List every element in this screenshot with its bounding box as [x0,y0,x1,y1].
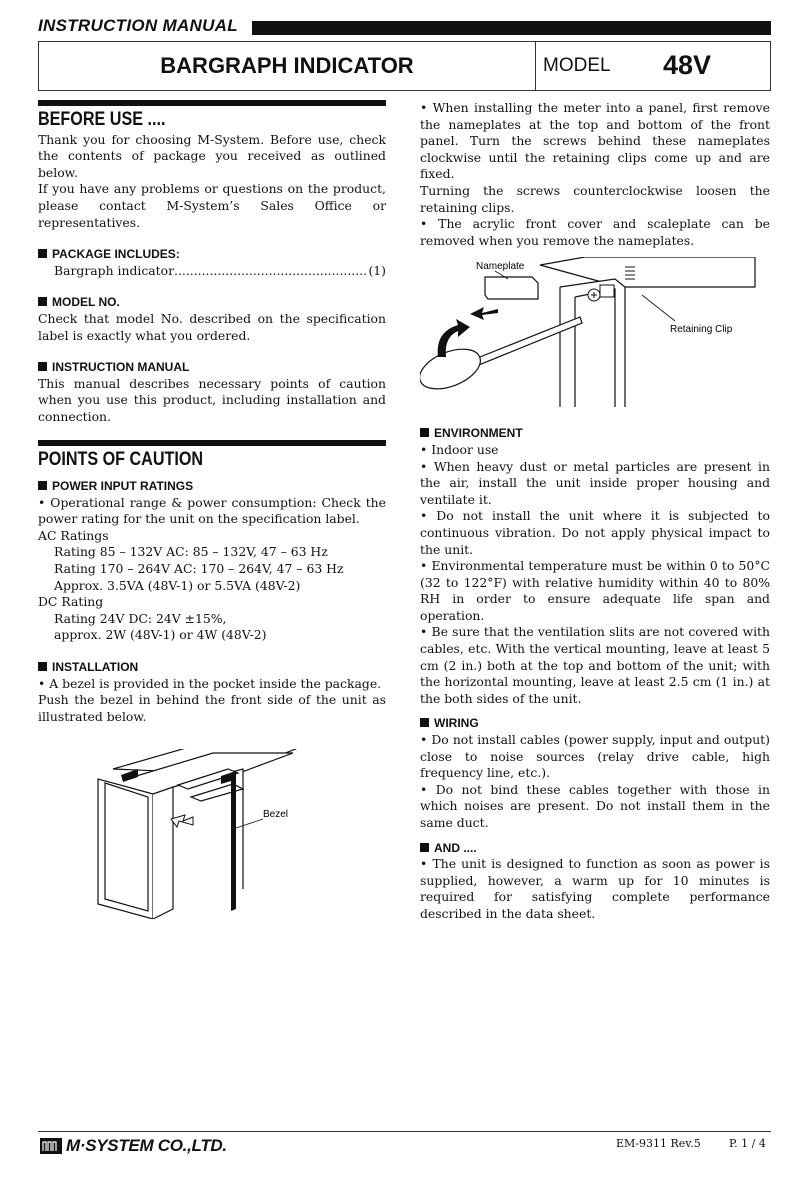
product-title: BARGRAPH INDICATOR [39,42,536,90]
package-heading: PACKAGE INCLUDES: [38,246,386,263]
ac-rating-1: Rating 85 – 132V AC: 85 – 132V, 47 – 63 Hz [54,544,328,560]
section-rule [38,440,386,446]
env-text-2: • When heavy dust or metal particles are present in the air, install the unit inside proper housing and ventilate it. [420,458,770,507]
right-column [420,100,770,923]
wiring-heading: WIRING [420,715,770,732]
installation-heading: INSTALLATION [38,659,386,676]
package-item: Bargraph indicator [54,262,175,278]
bezel-label: Bezel [263,809,289,821]
env-text-3: • Do not install the unit where it is subjected to continuous vibration. Do not apply physical impact to the unit. [420,508,770,557]
caution-title: POINTS OF CAUTION [38,448,204,470]
panel-text-1: • When installing the meter into a panel, first remove the nameplates at the top and bottom of the front panel. Turn the screws behind these nameplates clockwise until the retaining clips come up and are fixed. [420,100,770,182]
m-system-logo-icon [40,1138,62,1154]
retaining-clip-label: Retaining Clip [670,324,733,336]
square-bullet-icon [420,428,429,437]
panel-text-3: • The acrylic front cover and scaleplate can be removed when you remove the nameplates. [420,216,770,248]
power-heading: POWER INPUT RATINGS [38,478,386,495]
env-text-4: • Environmental temperature must be within 0 to 50°C (32 to 122°F) with relative humidity within 40 to 80% RH in order to ensure adequate life span and operation. [420,558,770,623]
square-bullet-icon [38,662,47,671]
environment-heading: ENVIRONMENT [420,425,770,442]
installation-text-2: Push the bezel in behind the front side of the unit as illustrated below. [38,692,386,724]
package-qty: (1) [368,262,386,278]
header-bar [252,21,771,35]
square-bullet-icon [420,718,429,727]
package-item-line [38,263,386,280]
footer-rule [38,1131,771,1132]
square-bullet-icon [38,362,47,371]
square-bullet-icon [38,249,47,258]
company-logo [40,1136,227,1156]
model-value: 48V [663,50,712,80]
power-intro: • Operational range & power consumption: Check the power rating for the unit on the specification label. [38,494,386,527]
and-heading: AND .... [420,840,770,857]
installation-text-1: • A bezel is provided in the pocket inside the package. [38,675,382,691]
env-text-1: • Indoor use [420,441,499,457]
dc-rating-1: Rating 24V DC: 24V ±15%, [54,610,227,626]
panel-text-2: Turning the screws counterclockwise loosen the retaining clips. [420,182,770,215]
logo-text: M·SYSTEM CO.,LTD. [66,1136,227,1155]
before-use-intro: Thank you for choosing M-System. Before use, check the contents of package you received as outlined below. [38,131,386,180]
instruction-manual-heading: INSTRUCTION MANUAL [38,359,386,376]
model-label: MODEL [543,55,611,76]
ac-rating-2: Rating 170 – 264V AC: 170 – 264V, 47 – 63 Hz [54,561,344,577]
instruction-manual-text: This manual describes necessary points of caution when you use this product, including installation and connection. [38,375,386,424]
bezel-illustration [93,749,393,919]
square-bullet-icon [38,481,47,490]
env-text-5: • Be sure that the ventilation slits are not covered with cables, etc. With the vertical mounting, leave at least 5 cm (2 in.) both at the top and bottom of the unit; with the horizontal mounting, leave at least 2.5 cm (1 in.) at the both sides of the unit. [420,624,770,706]
ac-rating-3: Approx. 3.5VA (48V-1) or 5.5VA (48V-2) [54,577,301,593]
and-text-1: • The unit is designed to function as soon as power is supplied, however, a warm up for 10 minutes is required for satisfying complete performance described in the data sheet. [420,856,770,921]
square-bullet-icon [420,843,429,852]
nameplate-illustration [420,257,760,407]
before-use-title: BEFORE USE .... [38,109,166,130]
section-rule [38,100,386,106]
dc-rating-2: approx. 2W (48V-1) or 4W (48V-2) [54,627,267,643]
before-use-intro2: If you have any problems or questions on the product, please contact M-System’s Sales Office or representatives. [38,181,386,230]
left-column [38,100,386,919]
dc-heading: DC Rating [38,594,104,610]
wiring-text-2: • Do not bind these cables together with those in which noises are present. Do not install them in the same duct. [420,781,770,830]
leader-dots [174,263,368,280]
document-number: EM-9311 Rev.5 [616,1137,701,1150]
ac-heading: AC Ratings [38,527,109,543]
title-box [38,41,771,91]
page-number: P. 1 / 4 [729,1137,766,1150]
square-bullet-icon [38,297,47,306]
manual-label: INSTRUCTION MANUAL [38,16,238,35]
wiring-text-1: • Do not install cables (power supply, input and output) close to noise sources (relay drive cable, high frequency line, etc.). [420,732,770,781]
nameplate-label: Nameplate [476,261,525,273]
model-no-heading: MODEL NO. [38,294,386,311]
model-no-text: Check that model No. described on the specification label is exactly what you ordered. [38,310,386,343]
